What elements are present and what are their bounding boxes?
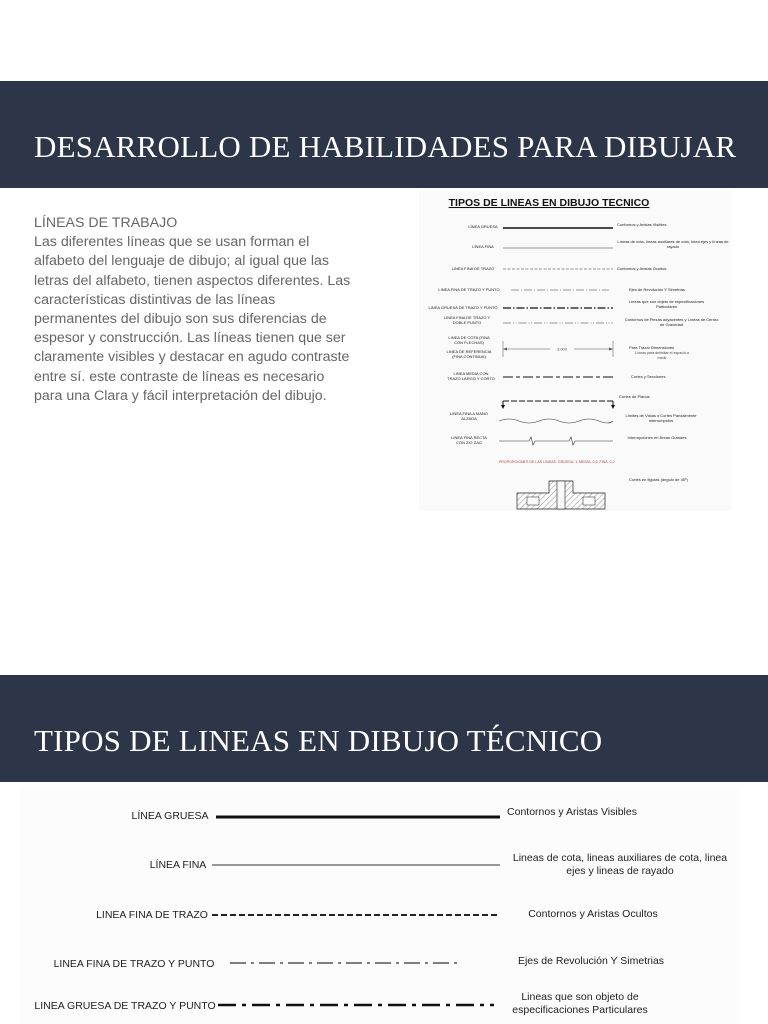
figure-row-desc: Cortes de Planos xyxy=(619,394,650,399)
line-type-desc: ejes y lineas de rayado xyxy=(566,865,674,877)
figure-row-label: LÍNEA FINA xyxy=(472,244,494,249)
cutting-plane-ends xyxy=(503,401,613,408)
line-type-label: LINEA FINA DE TRAZO Y PUNTO xyxy=(53,958,215,970)
figure-row-label: LINEA FINA DE TRAZO xyxy=(451,266,495,271)
figure-row-label: LINEA DE COTA (FINA CON FLECHAS) xyxy=(448,335,490,345)
line-type-label: LINEA FINA DE TRAZO xyxy=(96,909,208,921)
figure-row-desc: Contornos y Aristas Ocultos xyxy=(617,266,667,271)
figure-row-desc: Cortes y Secciones xyxy=(631,374,666,379)
dimension-value: 3.000 xyxy=(556,346,568,352)
line-type-desc: Contornos y Aristas Ocultos xyxy=(528,908,658,920)
figure-row-label: LINEA FINA DE TRAZO Y DOBLE PUNTO xyxy=(443,315,491,325)
line-type-desc: especificaciones Particulares xyxy=(512,1004,648,1016)
body-text-block xyxy=(34,214,356,406)
proportions-note: PROPORCIONES DE LAS LÍNEAS: GRUESA: 1; MEDIA: 0,5; FINA: 0,2 xyxy=(499,460,615,464)
figure-row-desc: Contornos y Aristas Visibles xyxy=(617,222,667,227)
line-type-desc: Lineas de cota, lineas auxiliares de cota, linea xyxy=(512,852,728,864)
body-paragraph: Las diferentes líneas que se usan forman el alfabeto del lenguaje de dibujo; al igual que las letras del alfabeto, tienen aspectos diferentes. Las características distintivas de las líneas permanentes del dibujo son sus diferencias de espesor y construcción. Las líneas tienen que ser claramente visibles y destacar en agudo contraste entre sí. este contraste de líneas es necesario para una Clara y fácil interpretación del dibujo. xyxy=(34,234,351,404)
figure-title: TIPOS DE LINEAS EN DIBUJO TECNICO xyxy=(448,197,650,209)
line-type-desc: Contornos y Aristas Visibles xyxy=(507,806,637,818)
line-types-figure-large xyxy=(20,787,738,1024)
line-type-desc: Lineas que son objeto de xyxy=(521,991,639,1003)
cutting-plane-arrows xyxy=(501,405,615,409)
title-banner xyxy=(0,675,768,782)
figure-row-desc: Contornos de Piezas adyacentes y Líneas de Centro de Gravedad xyxy=(624,317,719,327)
figure-row-desc: Límites de Vistas o Cortes Parcialmente interrumpidos xyxy=(625,413,697,423)
line-types-diagram-large xyxy=(20,787,738,1024)
line-types-diagram xyxy=(419,191,731,511)
line-type-label: LINEA GRUESA DE TRAZO Y PUNTO xyxy=(34,1000,216,1012)
figure-row-label: LINEA MEDIA CON TRAZO LARGO Y CORTO xyxy=(447,371,495,381)
figure-row-desc: Líneas que son objeto de especificaciones Particulares xyxy=(628,299,705,309)
section-subtitle: LÍNEAS DE TRABAJO xyxy=(34,215,178,231)
slide-title: DESARROLLO DE HABILIDADES PARA DIBUJAR xyxy=(34,129,737,164)
figure-row-label: LINEA FINA A MANO ALZADA xyxy=(450,411,488,421)
figure-row-label: LÍNEA GRUESA xyxy=(468,224,498,229)
figure-row-desc: Interrupciones en Áreas Grandes xyxy=(627,435,687,440)
figure-row-desc: Líneas de cota, líneas auxiliares de cota, línea ejes y líneas de rayado xyxy=(617,239,729,249)
figure-row-label: LINEA FINA RECTA CON ZIG ZAG xyxy=(451,435,487,445)
title-banner xyxy=(0,81,768,188)
figure-row-label: LINEA DE REFERENCIA (FINA CONTINUA) xyxy=(446,349,492,359)
figure-row-desc: Cortes en figuras (ángulo de 45º) xyxy=(629,477,688,482)
figure-row-desc: Ejes de Revolución Y Simetrías xyxy=(629,287,685,292)
zigzag-line-sample xyxy=(499,437,613,445)
line-type-desc: Ejes de Revolución Y Simetrias xyxy=(517,955,665,967)
freehand-line-sample xyxy=(499,419,613,423)
section-drawing xyxy=(517,481,605,509)
line-type-label: LÍNEA FINA xyxy=(149,859,207,871)
line-type-label: LÍNEA GRUESA xyxy=(131,810,209,822)
line-types-figure xyxy=(419,191,731,511)
figure-row-desc: Para Trazar Dimensiones xyxy=(629,345,675,350)
figure-row-label: LINEA FINA DE TRAZO Y PUNTO xyxy=(438,287,500,292)
figure-row-label: LINEA GRUESA DE TRAZO Y PUNTO xyxy=(428,305,498,310)
slide-title: TIPOS DE LINEAS EN DIBUJO TÉCNICO xyxy=(34,723,603,758)
figure-row-desc: Líneas para delimitar el espacio a medir xyxy=(635,351,689,360)
